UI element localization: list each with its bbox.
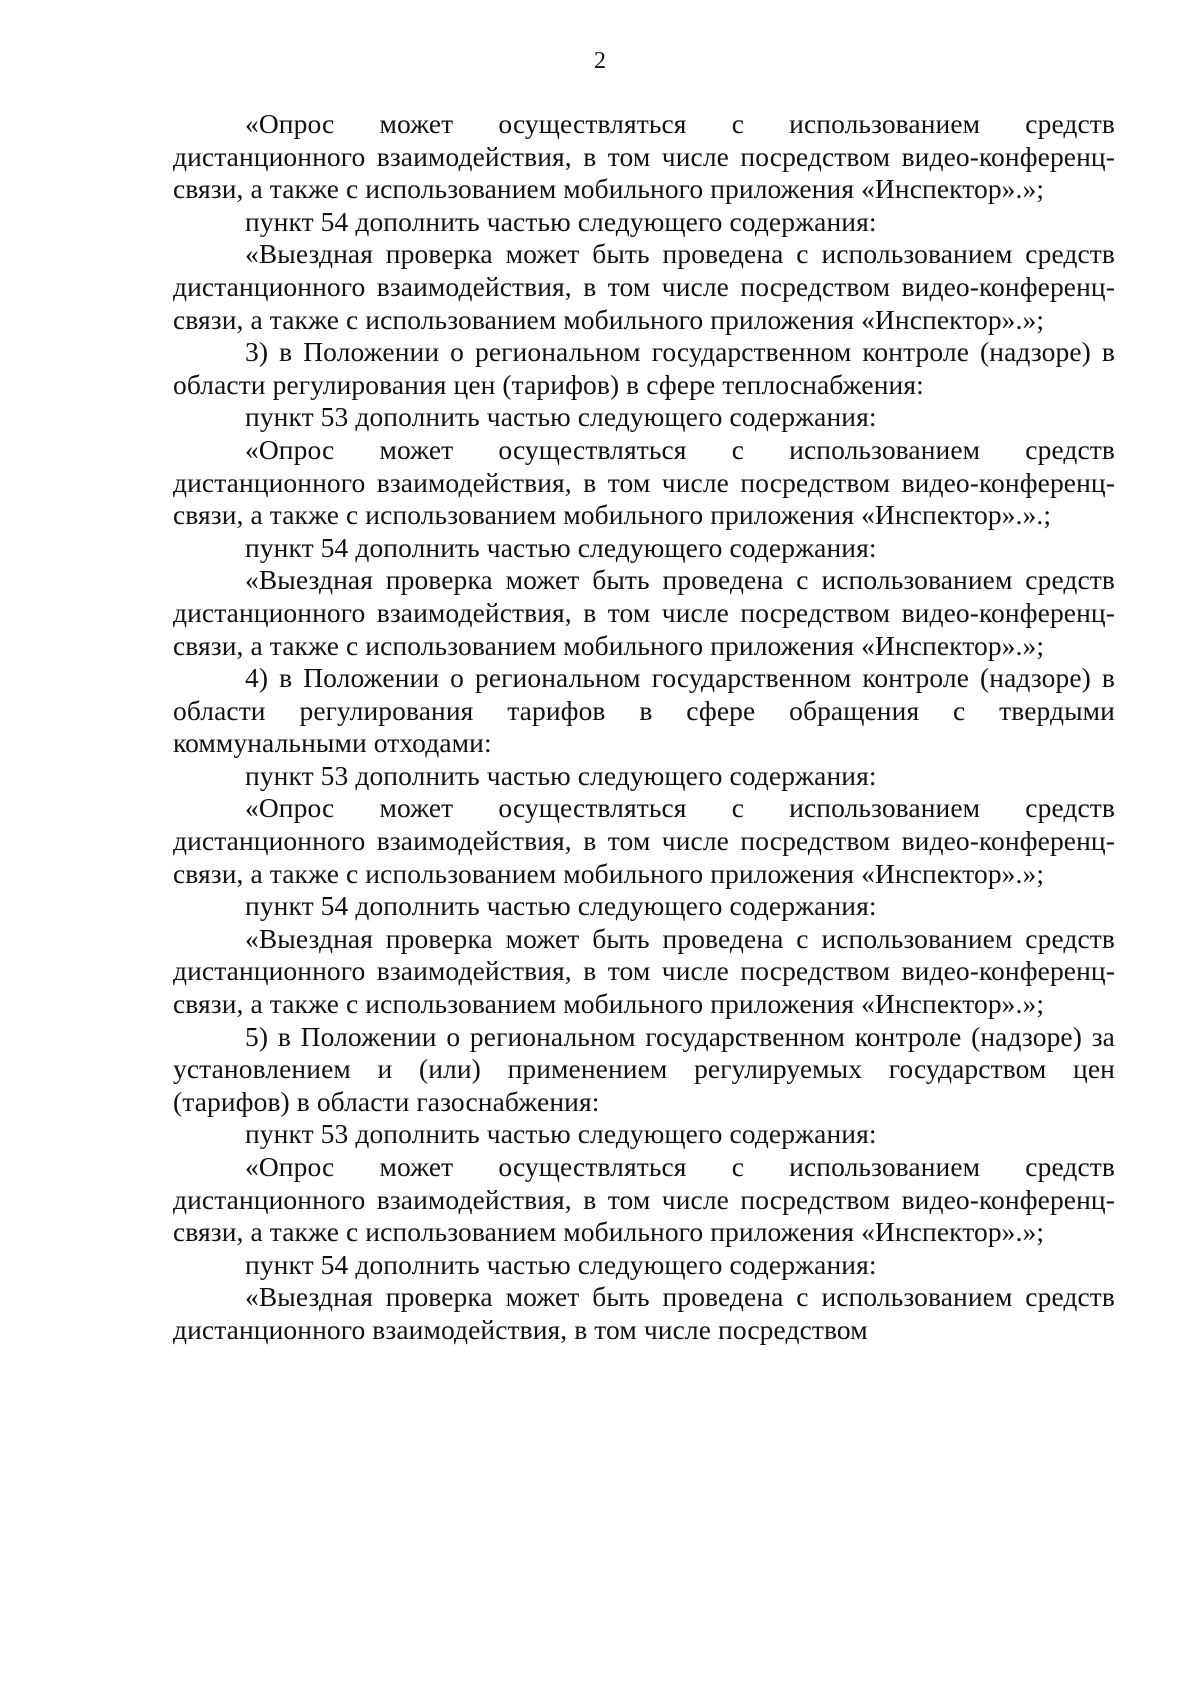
paragraph-item-53: пункт 53 дополнить частью следующего содержания: — [245, 1118, 877, 1150]
document-body — [173, 108, 1115, 1347]
paragraph-item-53: пункт 53 дополнить частью следующего содержания: — [245, 401, 877, 433]
paragraph-quote-inspection: «Выездная проверка может быть проведена с использованием средств дистанционного взаимодействия, в том числе посредством видео-конференц-связи, а также с использованием мобильного приложения «Инспектор».»; — [173, 922, 1115, 1020]
paragraph-item-54: пункт 54 дополнить частью следующего содержания: — [245, 1248, 877, 1280]
paragraph-item-53: пункт 53 дополнить частью следующего содержания: — [245, 759, 877, 791]
paragraph-section-4: 4) в Положении о региональном государственном контроле (надзоре) в области регулирования тарифов в сфере обращения с твердыми коммунальными отходами: — [173, 662, 1115, 759]
paragraph-quote-survey: «Опрос может осуществляться с использованием средств дистанционного взаимодействия, в том числе посредством видео-конференц-связи, а также с использованием мобильного приложения «Инспектор».»; — [173, 792, 1115, 889]
paragraph-section-5: 5) в Положении о региональном государственном контроле (надзоре) за установлением и (или) применением регулируемых государством цен (тарифов) в области газоснабжения: — [173, 1020, 1115, 1117]
paragraph-quote-survey: «Опрос может осуществляться с использованием средств дистанционного взаимодействия, в том числе посредством видео-конференц-связи, а также с использованием мобильного приложения «Инспектор».»; — [173, 108, 1115, 205]
paragraph-quote-inspection: «Выездная проверка может быть проведена с использованием средств дистанционного взаимодействия, в том числе посредством — [173, 1281, 1115, 1345]
page-number: 2 — [594, 48, 606, 74]
paragraph-item-54: пункт 54 дополнить частью следующего содержания: — [245, 531, 877, 563]
paragraph-quote-inspection: «Выездная проверка может быть проведена с использованием средств дистанционного взаимодействия, в том числе посредством видео-конференц-связи, а также с использованием мобильного приложения «Инспектор».»; — [173, 564, 1115, 661]
paragraph-quote-survey: «Опрос может осуществляться с использованием средств дистанционного взаимодействия, в том числе посредством видео-конференц-связи, а также с использованием мобильного приложения «Инспектор».».; — [173, 433, 1115, 531]
paragraph-quote-inspection: «Выездная проверка может быть проведена с использованием средств дистанционного взаимодействия, в том числе посредством видео-конференц-связи, а также с использованием мобильного приложения «Инспектор».»; — [173, 238, 1115, 335]
paragraph-quote-survey: «Опрос может осуществляться с использованием средств дистанционного взаимодействия, в том числе посредством видео-конференц-связи, а также с использованием мобильного приложения «Инспектор».»; — [173, 1151, 1115, 1248]
paragraph-item-54: пункт 54 дополнить частью следующего содержания: — [245, 205, 877, 237]
paragraph-section-3: 3) в Положении о региональном государственном контроле (надзоре) в области регулирования цен (тарифов) в сфере теплоснабжения: — [173, 336, 1115, 400]
paragraph-item-54: пункт 54 дополнить частью следующего содержания: — [245, 890, 877, 922]
